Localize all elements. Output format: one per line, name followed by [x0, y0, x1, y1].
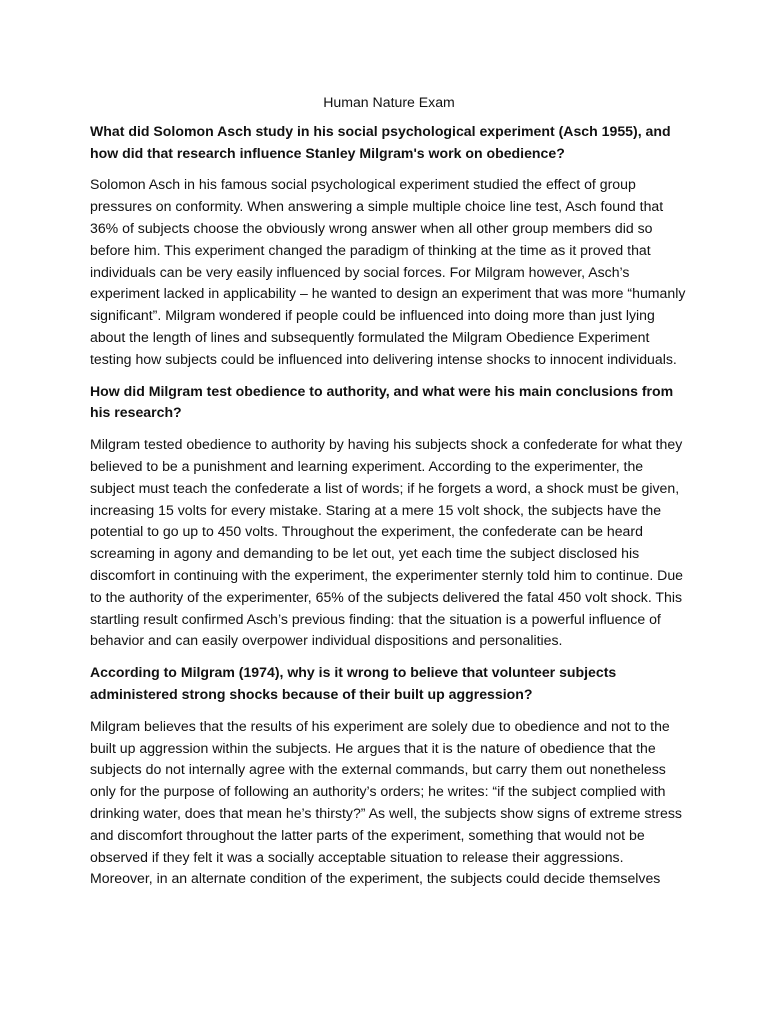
section-milgram-test: [90, 381, 688, 653]
question-1: What did Solomon Asch study in his social psychological experiment (Asch 1955), and how did that research influence Stanley Milgram's work on obedience?: [90, 122, 671, 161]
document-page: [90, 92, 688, 900]
section-aggression: [90, 662, 688, 890]
section-asch: [90, 121, 688, 371]
document-title: Human Nature Exam: [323, 94, 455, 110]
question-2: How did Milgram test obedience to authority, and what were his main conclusions from his research?: [90, 382, 674, 421]
answer-3: Milgram believes that the results of his experiment are solely due to obedience and not to the built up aggression within the subjects. He argues that it is the nature of obedience that the subjects do not internally agree with the external commands, but carry them out nonetheless only for the purpose of following an authority’s orders; he writes: “if the subject complied with drinking water, does that mean he’s thirsty?” As well, the subjects show signs of extreme stress and discomfort throughout the latter parts of the experiment, something that would not be observed if they felt it was a socially acceptable situation to release their aggressions. Moreover, in an alternate condition of the experiment, the subjects could decide themselves: [90, 717, 682, 887]
answer-2: Milgram tested obedience to authority by having his subjects shock a confederate for what they believed to be a punishment and learning experiment. According to the experimenter, the subject must teach the confederate a list of words; if he forgets a word, a shock must be given, increasing 15 volts for every mistake. Staring at a mere 15 volt shock, the subjects have the potential to go up to 450 volts. Throughout the experiment, the confederate can be heard screaming in agony and demanding to be let out, yet each time the subject disclosed his discomfort in continuing with the experiment, the experimenter sternly told him to continue. Due to the authority of the experimenter, 65% of the subjects delivered the fatal 450 volt shock. This startling result confirmed Asch’s previous finding: that the situation is a powerful influence of behavior and can easily overpower individual dispositions and personalities.: [90, 436, 684, 649]
question-3: According to Milgram (1974), why is it wrong to believe that volunteer subjects administered strong shocks because of their built up aggression?: [90, 664, 617, 702]
answer-1: Solomon Asch in his famous social psychological experiment studied the effect of group pressures on conformity. When answering a simple multiple choice line test, Asch found that 36% of subjects choose the obviously wrong answer when all other group members did so before him. This experiment changed the paradigm of thinking at the time as it proved that individuals can be very easily influenced by social forces. For Milgram however, Asch’s experiment lacked in applicability – he wanted to design an experiment that was more “humanly significant”. Milgram wondered if people could be influenced into doing more than just lying about the length of lines and subsequently formulated the Milgram Obedience Experiment testing how subjects could be influenced into delivering intense shocks to innocent individuals.: [90, 176, 686, 367]
